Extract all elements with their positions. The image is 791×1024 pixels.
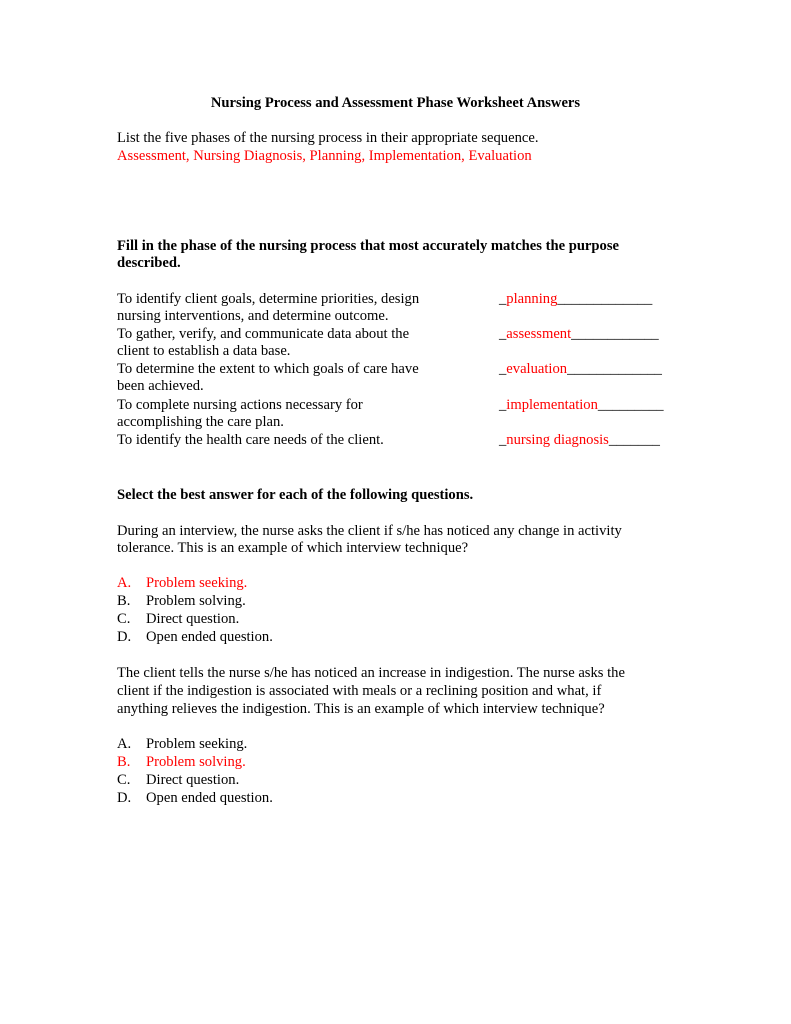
option-letter: A. [117, 575, 132, 591]
blank-prefix: _ [499, 432, 507, 448]
purpose-row-5-line1: To identify the health care needs of the client. [117, 432, 384, 448]
question-2-option-c [117, 772, 239, 790]
question-1-line2: tolerance. This is an example of which interview technique? [117, 540, 469, 556]
purpose-row-5-answer-blank [499, 432, 660, 450]
question-1-option-b [117, 593, 246, 611]
blank-trail: _______ [608, 432, 660, 448]
option-text: Problem seeking. [146, 736, 248, 752]
phase-answer: nursing diagnosis [506, 432, 609, 448]
blank-prefix: _ [499, 291, 507, 307]
purpose-row-3-line1: To determine the extent to which goals of care have [117, 361, 419, 377]
purpose-row-2-line1: To gather, verify, and communicate data about the [117, 326, 410, 342]
purpose-row-4-line2: accomplishing the care plan. [117, 414, 284, 430]
purpose-row-3-line2: been achieved. [117, 378, 204, 394]
option-letter: C. [117, 772, 131, 788]
fill-in-heading-line1: Fill in the phase of the nursing process that most accurately matches the purpose [117, 238, 619, 254]
purpose-row-2-answer-blank [499, 326, 659, 344]
option-letter: B. [117, 593, 131, 609]
purpose-row-2-line2: client to establish a data base. [117, 343, 291, 359]
question-1-option-a [117, 575, 247, 593]
question-1-option-d [117, 629, 273, 647]
option-letter: D. [117, 790, 132, 806]
blank-prefix: _ [499, 326, 507, 342]
blank-trail: _____________ [557, 291, 653, 307]
option-letter: B. [117, 754, 131, 770]
blank-trail: ____________ [571, 326, 659, 342]
purpose-row-1-line2: nursing interventions, and determine outcome. [117, 308, 389, 324]
question-2-option-a [117, 736, 247, 754]
option-text: Direct question. [146, 611, 240, 627]
option-text: Open ended question. [146, 790, 273, 806]
purpose-row-4-answer-blank [499, 397, 664, 415]
blank-trail: _________ [597, 397, 664, 413]
option-text: Open ended question. [146, 629, 273, 645]
option-letter: A. [117, 736, 132, 752]
purpose-row-3-answer-blank [499, 361, 662, 379]
question-1-line1: During an interview, the nurse asks the client if s/he has noticed any change in activity [117, 523, 622, 539]
phase-answer: planning [506, 291, 558, 307]
phases-answer: Assessment, Nursing Diagnosis, Planning, Implementation, Evaluation [117, 148, 532, 164]
multiple-choice-heading: Select the best answer for each of the following questions. [117, 487, 474, 503]
purpose-row-4-line1: To complete nursing actions necessary for [117, 397, 363, 413]
option-text: Problem solving. [146, 593, 246, 609]
phase-answer: implementation [506, 397, 598, 413]
blank-prefix: _ [499, 397, 507, 413]
question-1-option-c [117, 611, 239, 629]
phase-answer: evaluation [506, 361, 568, 377]
option-letter: C. [117, 611, 131, 627]
question-2-option-d [117, 790, 273, 808]
question-2-option-b [117, 754, 246, 772]
purpose-row-1-answer-blank [499, 291, 652, 309]
page-title: Nursing Process and Assessment Phase Worksheet Answers [210, 95, 581, 111]
question-2-line2: client if the indigestion is associated with meals or a reclining position and what, if [117, 683, 602, 699]
option-letter: D. [117, 629, 132, 645]
phase-answer: assessment [506, 326, 572, 342]
purpose-row-1-line1: To identify client goals, determine priorities, design [117, 291, 420, 307]
blank-prefix: _ [499, 361, 507, 377]
option-text: Direct question. [146, 772, 240, 788]
blank-trail: _____________ [567, 361, 662, 377]
question-2-line3: anything relieves the indigestion. This is an example of which interview technique? [117, 701, 605, 717]
question-2-line1: The client tells the nurse s/he has noticed an increase in indigestion. The nurse asks the [117, 665, 625, 681]
phases-prompt: List the five phases of the nursing process in their appropriate sequence. [117, 130, 539, 146]
option-text: Problem seeking. [146, 575, 248, 591]
fill-in-heading-line2: described. [117, 255, 181, 271]
option-text: Problem solving. [146, 754, 246, 770]
